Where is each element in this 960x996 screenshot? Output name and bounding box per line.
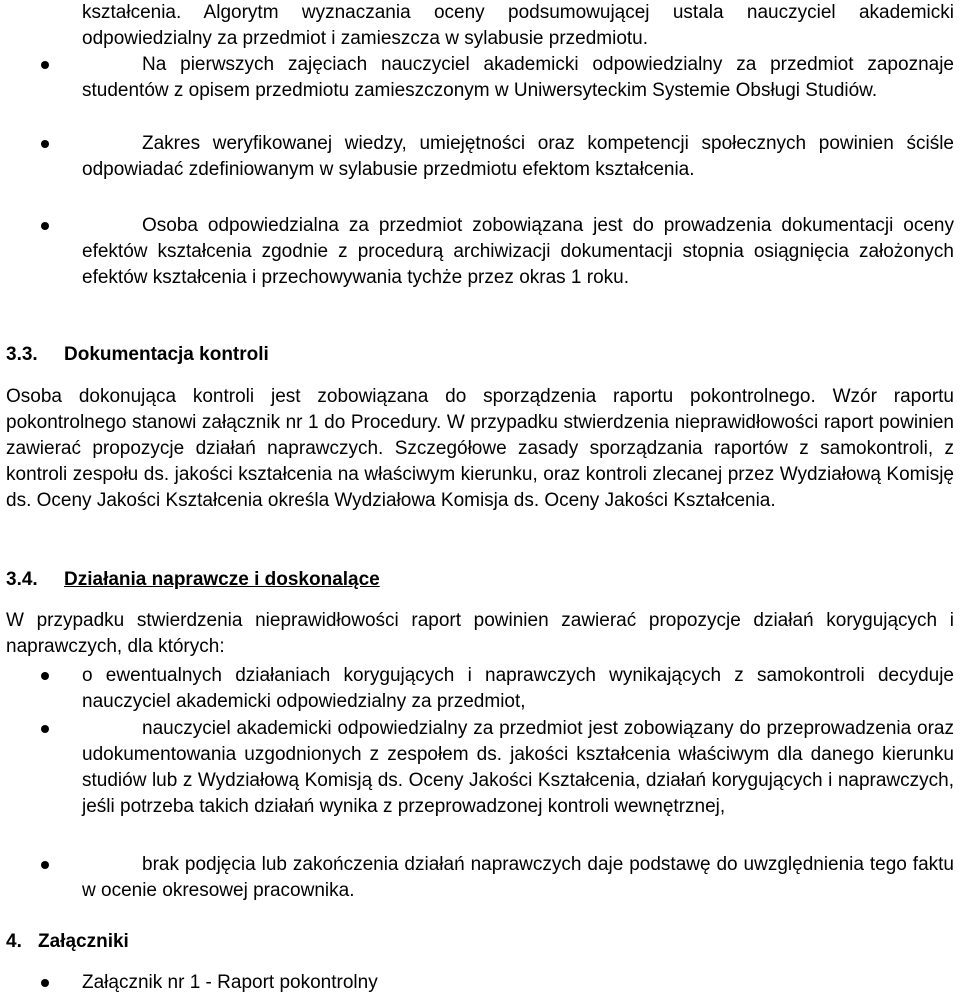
section-heading: [6, 342, 269, 368]
list-item-text: Zakres weryfikowanej wiedzy, umiejętności oraz kompetencji społecznych powinien ściśle odpowiadać zdefiniowanym w sylabusie przedmiotu efektom kształcenia.: [82, 133, 954, 180]
section-number: 3.4.: [6, 569, 38, 590]
list-item: [82, 852, 954, 904]
bullet-icon: [41, 979, 49, 987]
list-item: [82, 716, 954, 820]
section-title: Dokumentacja kontroli: [64, 344, 269, 365]
bullet-icon: [41, 222, 49, 230]
list-item-text: Na pierwszych zajęciach nauczyciel akademicki odpowiedzialny za przedmiot zapoznaje studentów z opisem przedmiotu zamieszczonym w Uniwersyteckim Systemie Obsługi Studiów.: [82, 54, 954, 101]
section-title: Załączniki: [38, 931, 129, 952]
section-number: 3.3.: [6, 344, 38, 365]
list-item: [82, 131, 954, 183]
list-item: [82, 970, 954, 996]
bullet-icon: [41, 725, 49, 733]
section-number: 4.: [6, 931, 22, 952]
bullet-icon: [41, 61, 49, 69]
list-item: [82, 663, 954, 715]
bullet-icon: [41, 672, 49, 680]
list-item-text: o ewentualnych działaniach korygujących i naprawczych wynikających z samokontroli decyduje nauczyciel akademicki odpowiedzialny za przedmiot,: [82, 665, 954, 712]
section-heading: [6, 929, 129, 955]
section-paragraph: Osoba dokonująca kontroli jest zobowiązana do sporządzenia raportu pokontrolnego. Wzór raportu pokontrolnego stanowi załącznik nr 1 do Procedury. W przypadku stwierdzenia nieprawidłowości raport powinien zawierać propozycje działań naprawczych. Szczegółowe zasady sporządzania raportów z samokontroli, z kontroli zespołu ds. jakości kształcenia na właściwym kierunku, oraz kontroli zlecanej przez Wydziałową Komisję ds. Oceny Jakości Kształcenia określa Wydziałowa Komisja ds. Oceny Jakości Kształcenia.: [6, 386, 954, 511]
section-paragraph: W przypadku stwierdzenia nieprawidłowości raport powinien zawierać propozycje działań korygujących i naprawczych, dla których:: [6, 610, 954, 657]
bullet-icon: [41, 861, 49, 869]
list-item-text: nauczyciel akademicki odpowiedzialny za przedmiot jest zobowiązany do przeprowadzenia oraz udokumentowania uzgodnionych z zespołem ds. jakości kształcenia właściwym dla danego kierunku studiów lub z Wydziałową Komisją ds. Oceny Jakości Kształcenia, działań korygujących i naprawczych, jeśli potrzeba takich działań wynika z przeprowadzonej kontroli wewnętrznej,: [82, 718, 954, 817]
continuation-paragraph: kształcenia. Algorytm wyznaczania oceny podsumowującej ustala nauczyciel akademicki odpowiedzialny za przedmiot i zamieszcza w sylabusie przedmiotu.: [82, 2, 954, 49]
list-item-text: brak podjęcia lub zakończenia działań naprawczych daje podstawę do uwzględnienia tego faktu w ocenie okresowej pracownika.: [82, 854, 954, 901]
list-item-text: Załącznik nr 1 - Raport pokontrolny: [82, 972, 378, 993]
list-item-text: Osoba odpowiedzialna za przedmiot zobowiązana jest do prowadzenia dokumentacji oceny efektów kształcenia zgodnie z procedurą archiwizacji dokumentacji stopnia osiągnięcia założonych efektów kształcenia i przechowywania tychże przez okras 1 roku.: [82, 215, 954, 288]
bullet-icon: [41, 140, 49, 148]
list-item: [82, 213, 954, 291]
section-title: Działania naprawcze i doskonalące: [64, 569, 380, 590]
section-heading: [6, 567, 380, 593]
list-item: [82, 52, 954, 104]
